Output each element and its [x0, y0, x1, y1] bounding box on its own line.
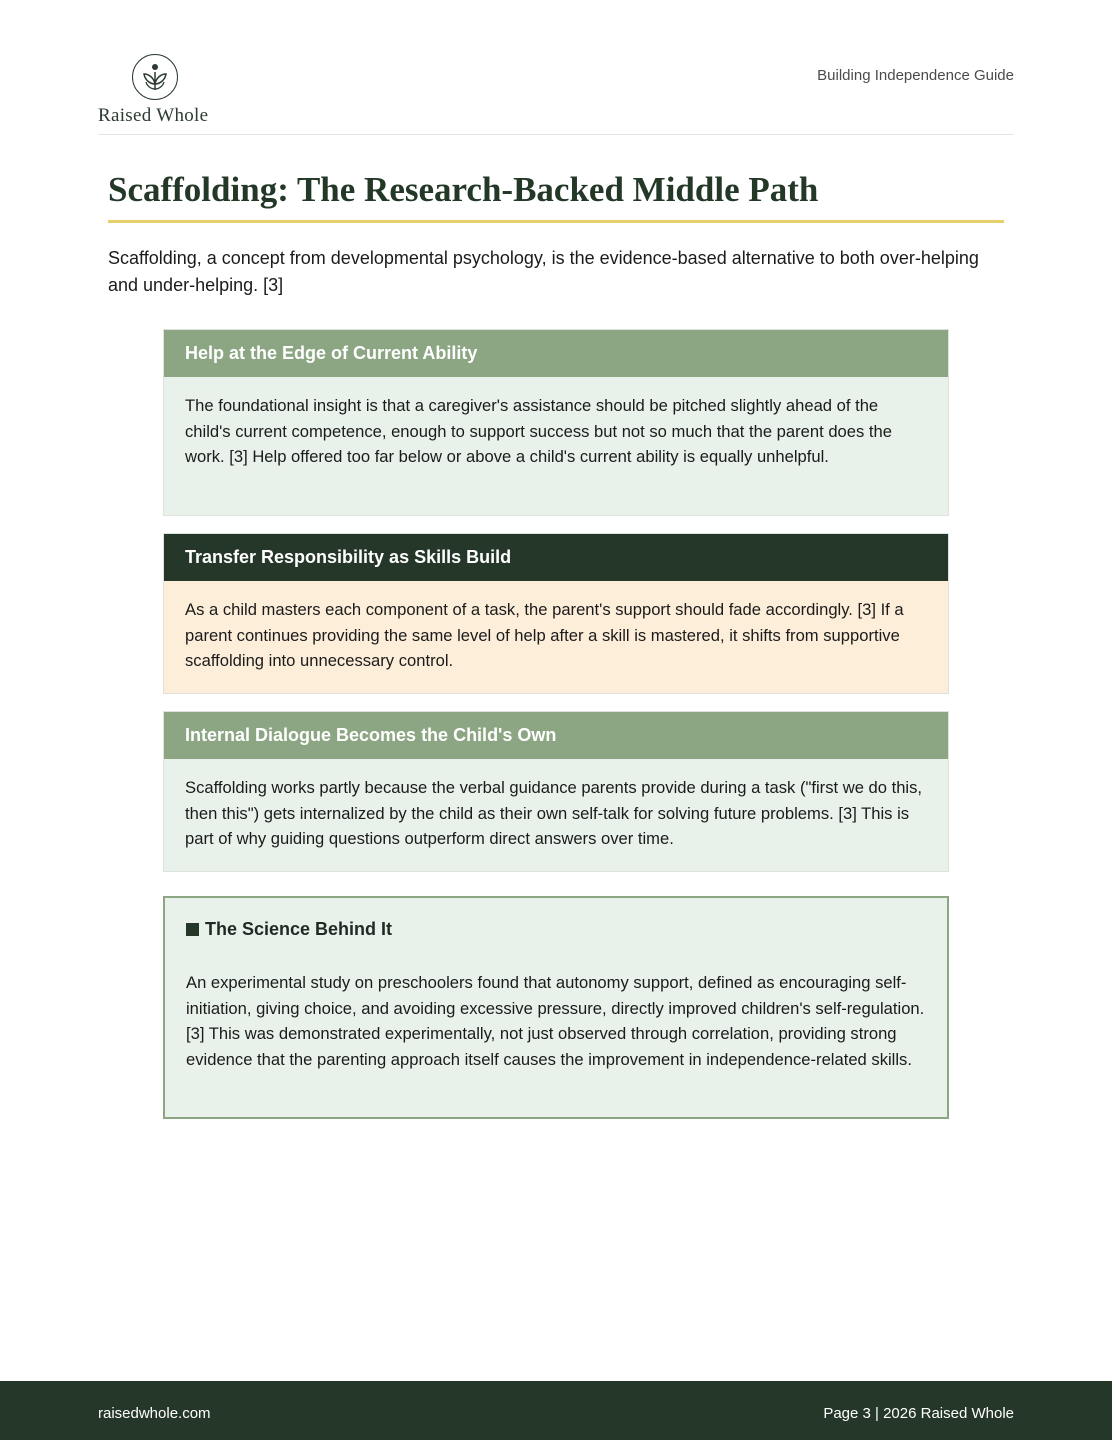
card-heading: Transfer Responsibility as Skills Build	[164, 534, 948, 581]
sprout-in-circle-icon	[132, 54, 178, 100]
page-header	[98, 54, 1014, 135]
card-transfer-responsibility	[163, 533, 949, 694]
footer-page-info: Page 3 | 2026 Raised Whole	[823, 1405, 1014, 1422]
footer-website: raisedwhole.com	[98, 1405, 211, 1422]
brand-logo	[98, 54, 218, 128]
card-heading: Help at the Edge of Current Ability	[164, 330, 948, 377]
card-body: The foundational insight is that a caregiver's assistance should be pitched slightly ahead of the child's current competence, enough to support success but not so much that the parent does the work. [3] Help offered too far below or above a child's current ability is equally unhelpful.	[164, 377, 948, 515]
card-body: Scaffolding works partly because the verbal guidance parents provide during a task ("first we do this, then this") gets internalized by the child as their own self-talk for solving future problems. [3] This is part of why guiding questions outperform direct answers over time.	[164, 759, 948, 871]
card-body: As a child masters each component of a task, the parent's support should fade accordingly. [3] If a parent continues providing the same level of help after a skill is mastered, it shifts from supportive scaffolding into unnecessary control.	[164, 581, 948, 693]
card-help-at-edge	[163, 329, 949, 516]
page-footer	[0, 1381, 1112, 1440]
card-heading: Internal Dialogue Becomes the Child's Own	[164, 712, 948, 759]
brand-name: Raised Whole	[98, 105, 209, 126]
document-title: Building Independence Guide	[817, 67, 1014, 84]
science-heading: The Science Behind It	[205, 918, 393, 939]
card-internal-dialogue	[163, 711, 949, 872]
page-title: Scaffolding: The Research-Backed Middle Path	[108, 170, 1004, 223]
intro-paragraph: Scaffolding, a concept from developmental psychology, is the evidence-based alternative to both over-helping and under-helping. [3]	[108, 248, 979, 295]
science-callout	[163, 896, 949, 1119]
black-square-icon	[186, 923, 199, 936]
science-body: An experimental study on preschoolers found that autonomy support, defined as encouraging self-initiation, giving choice, and avoiding excessive pressure, directly improved children's self-regulation. [3] This was demonstrated experimentally, not just observed through correlation, providing strong evidence that the parenting approach itself causes the improvement in independence-related skills.	[186, 973, 925, 1069]
science-heading-row	[186, 917, 926, 941]
